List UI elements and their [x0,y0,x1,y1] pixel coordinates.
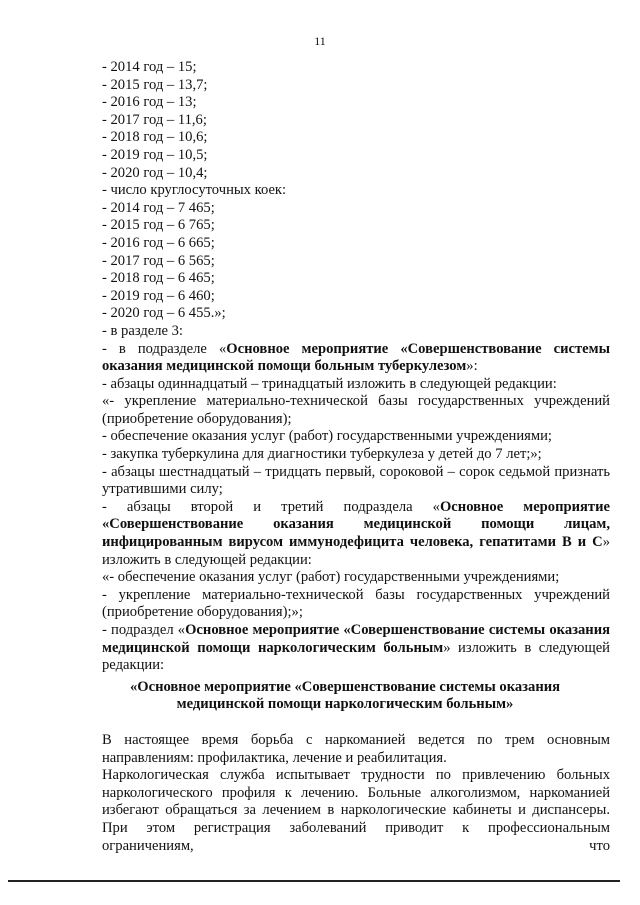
list-item: - 2019 год – 10,5; [102,146,208,163]
paragraph: - абзацы одиннадцатый – тринадцатый изложить в следующей редакции: [102,375,557,392]
footer-divider [8,880,620,882]
subsection-title: Основное мероприятие «Совершенствование системы оказания медицинской помощи больным туберкулезом [102,340,610,375]
list-item: - 2020 год – 10,4; [102,164,208,181]
paragraph: «- обеспечение оказания услуг (работ) государственными учреждениями; [102,569,560,586]
list-item: - 2015 год – 6 765; [102,217,215,234]
paragraph [80,499,610,569]
paragraph [80,622,610,675]
page-number: 11 [314,34,326,48]
list-item: - 2020 год – 6 455.»; [102,305,226,322]
paragraph [80,341,610,376]
list-item: - 2016 год – 6 665; [102,234,215,251]
list-item: - число круглосуточных коек: [102,182,287,199]
list-item: - 2017 год – 6 565; [102,252,215,269]
list-item: - в разделе 3: [102,322,183,339]
paragraph: - абзацы шестнадцатый – тридцать первый, сороковой – сорок седьмой признать утратившими силу; [102,463,610,498]
paragraph: В настоящее время борьба с наркоманией ведется по трем основным направлениям: профилактика, лечение и реабилитация. [102,731,610,766]
paragraph: Наркологическая служба испытывает трудности по привлечению больных наркологического профиля к лечению. Больные алкоголизмом, наркоманией избегают обращаться за лечением в наркологические кабинеты и диспансеры. При этом регистрация заболеваний приводит к профессиональным ограничениям, что [102,767,610,854]
document-body [80,59,610,855]
list-item: - 2014 год – 7 465; [102,199,215,216]
subsection-title: Основное мероприятие «Совершенствование оказания медицинской помощи лицам, инфицированным вирусом иммунодефицита человека, гепатитами В и С [102,498,610,551]
list-item: - 2014 год – 15; [102,59,197,75]
paragraph-text: - подраздел « [102,622,186,638]
paragraph-text: » изложить в следующей редакции: [102,534,610,568]
list-item: - 2018 год – 10,6; [102,129,208,146]
paragraph: - укрепление материально-технической базы государственных учреждений (приобретение оборудования);»; [102,586,610,621]
paragraph: - закупка туберкулина для диагностики туберкулеза у детей до 7 лет;»; [102,446,542,463]
paragraph-text: »: [466,358,478,375]
paragraph-text: » изложить в следующей редакции: [102,639,610,674]
list-item: - 2016 год – 13; [102,94,197,111]
paragraph-text: - абзацы второй и третий подраздела « [102,498,440,515]
list-item: - 2018 год – 6 465; [102,270,215,287]
section-heading: «Основное мероприятие «Совершенствование системы оказания [129,678,561,695]
list-item: - 2015 год – 13,7; [102,76,208,93]
paragraph: - обеспечение оказания услуг (работ) государственными учреждениями; [102,428,552,445]
section-heading: медицинской помощи наркологическим больным» [176,696,514,713]
list-item: - 2019 год – 6 460; [102,287,215,304]
subsection-title: Основное мероприятие «Совершенствование системы оказания медицинской помощи наркологическим больным [102,622,610,656]
list-item: - 2017 год – 11,6; [102,111,207,128]
paragraph-text: - в подразделе « [102,340,227,357]
paragraph: «- укрепление материально-технической базы государственных учреждений (приобретение оборудования); [102,393,610,427]
